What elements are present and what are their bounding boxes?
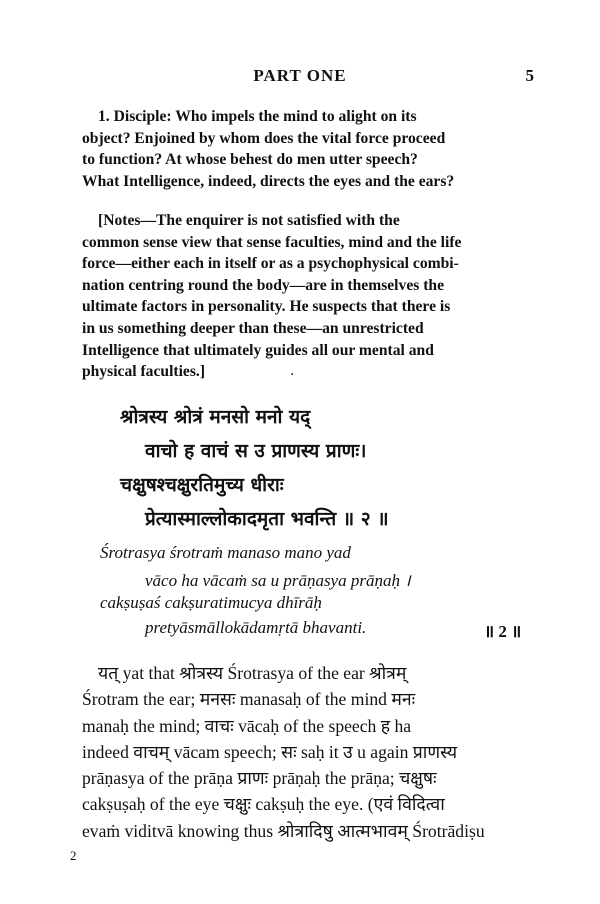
- question-line: object? Enjoined by whom does the vital force proceed: [82, 129, 446, 147]
- notes-line: ultimate factors in personality. He suspects that there is: [82, 298, 451, 316]
- signature-mark: 2: [70, 848, 77, 863]
- page-number: 5: [525, 66, 534, 85]
- disciple-question: [82, 106, 528, 192]
- gloss-line: यत् yat that श्रोत्रस्य Śrotrasya of the ear श्रोत्रम्: [98, 663, 407, 683]
- gloss-line: indeed वाचम् vācam speech; सः saḥ it उ u again प्राणस्य: [82, 741, 458, 762]
- stray-mark: ·: [290, 367, 295, 383]
- verse-devanagari-line: प्रेत्यास्माल्लोकादमृता भवन्ति ॥ २ ॥: [145, 508, 389, 530]
- notes-line: Intelligence that ultimately guides all our mental and: [82, 341, 434, 359]
- verse-devanagari-line: श्रोत्रस्य श्रोत्रं मनसो मनो यद्: [120, 406, 311, 428]
- gloss-line: manaḥ the mind; वाचः vācaḥ of the speech ह ha: [82, 715, 412, 736]
- question-line: to function? At whose behest do men utter speech?: [82, 151, 418, 168]
- verse-devanagari-line: वाचो ह वाचं स उ प्राणस्य प्राणः।: [145, 440, 367, 462]
- question-line: What Intelligence, indeed, directs the eyes and the ears?: [82, 172, 455, 190]
- verse-translit-line: cakṣuṣaś cakṣuratimucya dhīrāḥ: [100, 593, 322, 612]
- word-gloss: [82, 660, 530, 844]
- notes-line: nation centring round the body—are in themselves the: [82, 276, 444, 294]
- notes-paragraph: [82, 210, 528, 383]
- running-header: PART ONE: [253, 66, 347, 85]
- notes-line: common sense view that sense faculties, mind and the life: [82, 233, 462, 251]
- gloss-line: prāṇasya of the prāṇa प्राणः prāṇaḥ the prāṇa; चक्षुषः: [82, 768, 437, 789]
- verse-number-marker: ॥ 2 ॥: [484, 622, 522, 641]
- verse-translit-line: vāco ha vācaṁ sa u prāṇasya prāṇaḥ ।: [145, 571, 411, 590]
- verse-translit-line: Śrotrasya śrotraṁ manaso mano yad: [100, 543, 351, 562]
- verse-devanagari-line: चक्षुषश्चक्षुरतिमुच्य धीराः: [120, 474, 284, 496]
- gloss-line: Śrotram the ear; मनसः manasaḥ of the mind मनः: [82, 689, 416, 710]
- notes-line: in us something deeper than these—an unrestricted: [82, 319, 424, 337]
- verse-translit-line: pretyāsmāllokādamṛtā bhavanti.: [145, 618, 367, 637]
- question-line: 1. Disciple: Who impels the mind to alight on its: [98, 108, 417, 125]
- gloss-line: evaṁ viditvā knowing thus श्रोत्रादिषु आत्मभावम् Śrotrādiṣu: [82, 820, 485, 841]
- notes-line: force—either each in itself or as a psychophysical combi-: [82, 255, 459, 273]
- notes-line: physical faculties.]: [82, 363, 206, 381]
- notes-line: [Notes—The enquirer is not satisfied with the: [98, 212, 400, 229]
- gloss-line: cakṣuṣaḥ of the eye चक्षुः cakṣuḥ the eye. (एवं विदित्वा: [82, 794, 445, 815]
